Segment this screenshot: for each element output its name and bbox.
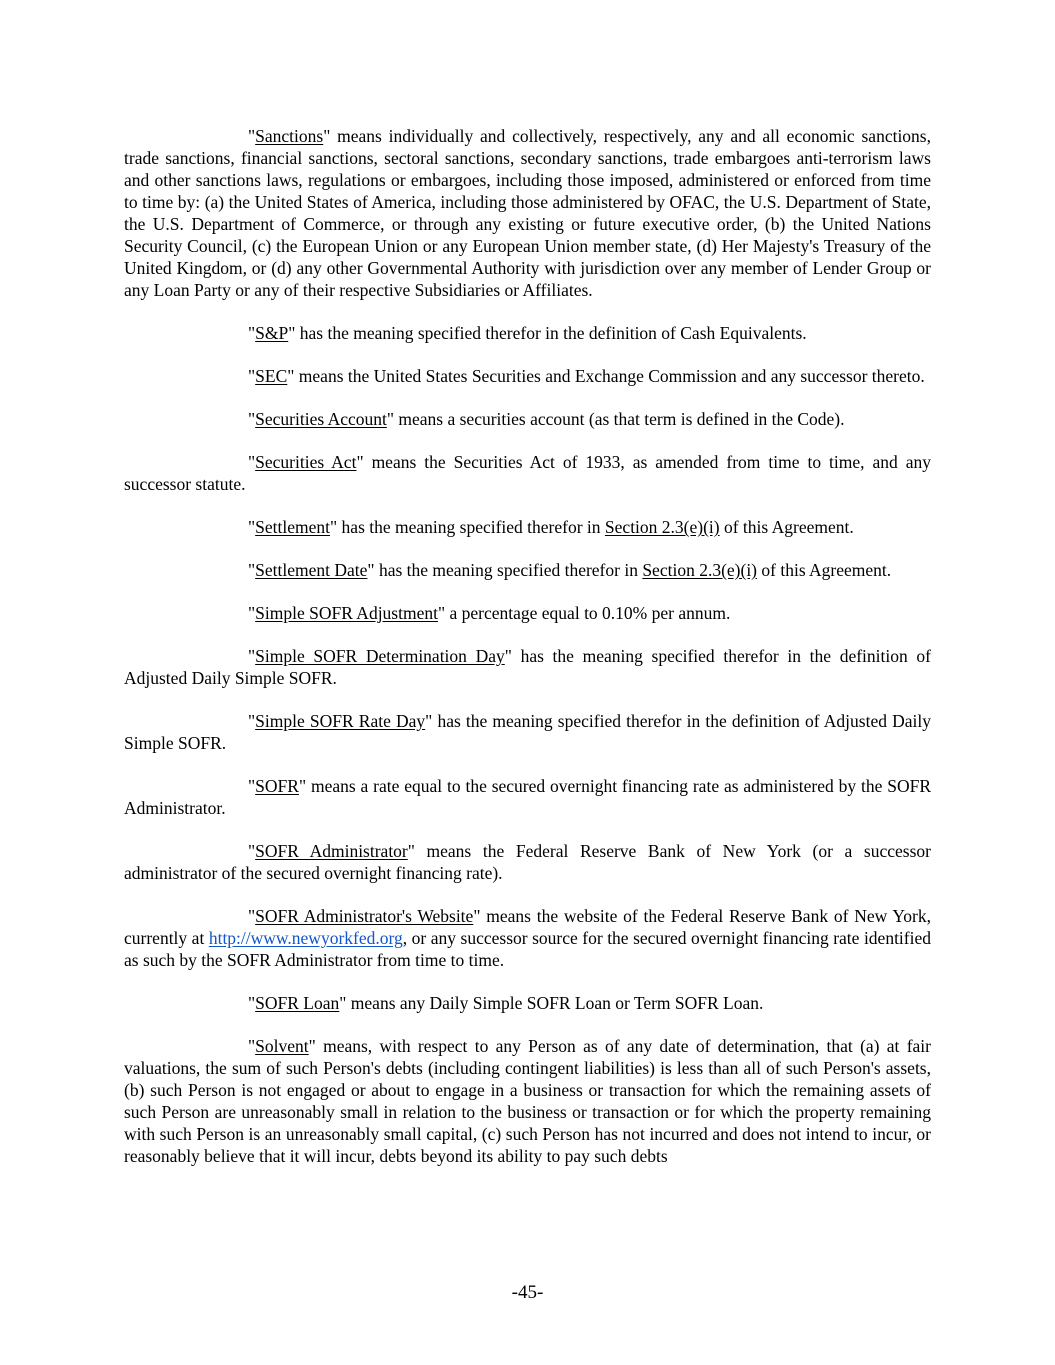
definition-simple-sofr-adjustment: "Simple SOFR Adjustment" a percentage equal to 0.10% per annum. bbox=[248, 603, 731, 623]
definition-simple-sofr-determination-day: "Simple SOFR Determination Day" has the meaning specified therefor in the definition of Adjusted Daily Simple SOFR. bbox=[124, 646, 931, 688]
section-reference: Section 2.3(e)(i) bbox=[642, 560, 758, 580]
defined-term: SOFR Administrator's Website bbox=[255, 906, 474, 926]
defined-term: SEC bbox=[255, 366, 288, 386]
definition-sofr-loan: "SOFR Loan" means any Daily Simple SOFR Loan or Term SOFR Loan. bbox=[248, 993, 764, 1013]
definition-sofr-administrators-website: "SOFR Administrator's Website" means the website of the Federal Reserve Bank of New York, currently at http://www.newyorkfed.org, or any successor source for the secured overnight financing rate identified as such by the SOFR Administrator from time to time. bbox=[124, 906, 932, 970]
definition-sanctions: "Sanctions" means individually and collectively, respectively, any and all economic sanctions, trade sanctions, financial sanctions, sectoral sanctions, secondary sanctions, trade embargoes anti-terrorism laws and other sanctions laws, regulations or embargoes, including those imposed, administered or enforced from time to time by: (a) the United States of America, including those administered by OFAC, the U.S. Department of State, the U.S. Department of Commerce, or through any existing or future executive order, (b) the United Nations Security Council, (c) the European Union or any European Union member state, (d) Her Majesty's Treasury of the United Kingdom, or (d) any other Governmental Authority with jurisdiction over any member of Lender Group or any Loan Party or any of their respective Subsidiaries or Affiliates. bbox=[124, 126, 931, 300]
definition-text: means, with respect to any Person as of any date of determination, that (a) at fair valuations, the sum of such Person's debts (including contingent liabilities) is less than all of such Person's assets, (b) such Person is not engaged or about to engage in a business or transaction for which the remaining assets of such Person are unreasonably small in relation to the business or transaction or for which the property remaining with such Person is an unreasonably small capital, (c) such Person has not incurred and does not intend to incur, or reasonably believe that it will incur, debts beyond its ability to pay such debts bbox=[124, 1036, 931, 1166]
defined-term: Securities Act bbox=[255, 452, 357, 472]
defined-term: Settlement Date bbox=[255, 560, 368, 580]
defined-term: Simple SOFR Adjustment bbox=[255, 603, 438, 623]
definition-sec: "SEC" means the United States Securities and Exchange Commission and any successor thereto. bbox=[248, 366, 925, 386]
definition-solvent: "Solvent" means, with respect to any Person as of any date of determination, that (a) at fair valuations, the sum of such Person's debts (including contingent liabilities) is less than all of such Person's assets, (b) such Person is not engaged or about to engage in a business or transaction for which the remaining assets of such Person are unreasonably small in relation to the business or transaction or for which the property remaining with such Person is an unreasonably small capital, (c) such Person has not incurred and does not intend to incur, or reasonably believe that it will incur, debts beyond its ability to pay such debts bbox=[124, 1036, 931, 1166]
definition-text: has the meaning specified therefor in the definition of Cash Equivalents. bbox=[295, 323, 807, 343]
defined-term: SOFR Loan bbox=[255, 993, 340, 1013]
defined-term: Solvent bbox=[255, 1036, 309, 1056]
definition-text: has the meaning specified therefor in bbox=[337, 517, 605, 537]
document-page bbox=[124, 125, 931, 1188]
defined-term: Simple SOFR Rate Day bbox=[255, 711, 426, 731]
defined-term: S&P bbox=[255, 323, 289, 343]
definition-text: means a rate equal to the secured overnight financing rate as administered by the SOFR Administrator. bbox=[124, 776, 931, 818]
definition-settlement: "Settlement" has the meaning specified therefor in Section 2.3(e)(i) of this Agreement. bbox=[248, 517, 854, 537]
definition-text: means any Daily Simple SOFR Loan or Term SOFR Loan. bbox=[346, 993, 764, 1013]
definition-sofr-administrator: "SOFR Administrator" means the Federal Reserve Bank of New York (or a successor administrator of the secured overnight financing rate). bbox=[124, 841, 931, 883]
definition-text: means the website of the Federal Reserve Bank of New York, currently at bbox=[124, 906, 931, 948]
definition-sofr: "SOFR" means a rate equal to the secured overnight financing rate as administered by the SOFR Administrator. bbox=[124, 776, 931, 818]
definition-text: of this Agreement. bbox=[757, 560, 892, 580]
definition-securities-act: "Securities Act" means the Securities Act of 1933, as amended from time to time, and any successor statute. bbox=[124, 452, 931, 494]
defined-term: SOFR bbox=[255, 776, 299, 796]
defined-term: Simple SOFR Determination Day bbox=[255, 646, 505, 666]
definition-text: means a securities account (as that term is defined in the Code). bbox=[394, 409, 845, 429]
page-number: -45- bbox=[511, 1282, 544, 1303]
definition-settlement-date: "Settlement Date" has the meaning specified therefor in Section 2.3(e)(i) of this Agreement. bbox=[248, 560, 892, 580]
defined-term: Sanctions bbox=[255, 126, 324, 146]
definition-sp: "S&P" has the meaning specified therefor in the definition of Cash Equivalents. bbox=[248, 323, 807, 343]
defined-term: SOFR Administrator bbox=[255, 841, 408, 861]
defined-term: Settlement bbox=[255, 517, 331, 537]
definition-text: means the United States Securities and Exchange Commission and any successor thereto. bbox=[294, 366, 925, 386]
definition-simple-sofr-rate-day: "Simple SOFR Rate Day" has the meaning specified therefor in the definition of Adjusted Daily Simple SOFR. bbox=[124, 711, 931, 753]
definition-text: has the meaning specified therefor in the definition of Adjusted Daily Simple SOFR. bbox=[124, 646, 931, 688]
definition-text: of this Agreement. bbox=[719, 517, 854, 537]
definition-text: has the meaning specified therefor in bbox=[374, 560, 643, 580]
section-reference: Section 2.3(e)(i) bbox=[604, 517, 720, 537]
definition-text: a percentage equal to 0.10% per annum. bbox=[445, 603, 731, 623]
definition-text: means the Securities Act of 1933, as amended from time to time, and any successor statute. bbox=[124, 452, 931, 494]
definition-text: , or any successor source for the secured overnight financing rate identified as such by the SOFR Administrator from time to time. bbox=[124, 928, 932, 970]
newyorkfed-link[interactable]: http://www.newyorkfed.org bbox=[208, 928, 403, 948]
definition-text: means the Federal Reserve Bank of New York (or a successor administrator of the secured overnight financing rate). bbox=[124, 841, 931, 883]
definition-text: means individually and collectively, respectively, any and all economic sanctions, trade sanctions, financial sanctions, sectoral sanctions, secondary sanctions, trade embargoes anti-terrorism laws and other sanctions laws, regulations or embargoes, including those imposed, administered or enforced from time to time by: (a) the United States of America, including those administered by OFAC, the U.S. Department of State, the U.S. Department of Commerce, or through any existing or future executive order, (b) the United Nations Security Council, (c) the European Union or any European Union member state, (d) Her Majesty's Treasury of the United Kingdom, or (d) any other Governmental Authority with jurisdiction over any member of Lender Group or any Loan Party or any of their respective Subsidiaries or Affiliates. bbox=[124, 126, 931, 300]
definition-securities-account: "Securities Account" means a securities account (as that term is defined in the Code). bbox=[248, 409, 845, 429]
defined-term: Securities Account bbox=[255, 409, 387, 429]
definition-text: has the meaning specified therefor in the definition of Adjusted Daily Simple SOFR. bbox=[124, 711, 931, 753]
